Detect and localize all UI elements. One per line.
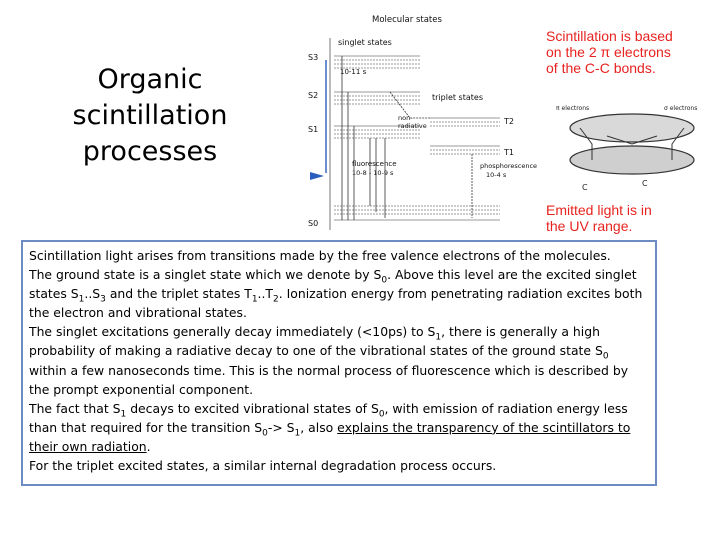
s0-label: S0 xyxy=(308,219,319,228)
timescale-top: 10-11 s xyxy=(340,68,367,76)
subscript: 1 xyxy=(251,294,258,305)
paragraph-2 xyxy=(29,265,649,322)
fluorescence-label: fluorescence xyxy=(352,160,397,168)
text-run: The fact that S xyxy=(29,400,121,416)
emitted-note xyxy=(546,202,716,234)
diagram-header: Molecular states xyxy=(372,15,442,25)
title-line: Organic xyxy=(97,64,203,95)
phosphorescence-time: 10-4 s xyxy=(486,171,507,179)
text-run: ..S xyxy=(84,286,101,302)
note-line: on the 2 π electrons xyxy=(546,44,671,60)
subscript: 0 xyxy=(602,351,609,362)
triplet-label: triplet states xyxy=(432,93,483,102)
nonradiative-line1: non- xyxy=(398,114,413,122)
lower-orbital-lobe xyxy=(570,146,694,174)
s2-label: S2 xyxy=(308,91,319,100)
slide-title xyxy=(40,62,260,170)
t1-label: T1 xyxy=(504,148,514,157)
s3-label: S3 xyxy=(308,53,319,62)
subscript: 2 xyxy=(273,294,279,305)
title-line: scintillation xyxy=(72,100,228,131)
text-run: , there is generally a high probability of making a radiative decay to one of the vibrational states of the ground state S xyxy=(29,324,603,359)
pi-arrow-icon xyxy=(310,172,324,180)
c-left-label: C xyxy=(582,183,588,192)
c-right-label: C xyxy=(642,179,648,188)
paragraph-1: Scintillation light arises from transitions made by the free valence electrons of the molecules. xyxy=(29,248,611,263)
text-run: . Ionization energy from penetrating radiation excites both the electron and vibrational states. xyxy=(29,286,643,321)
subscript: 0 xyxy=(381,275,388,286)
orbital-svg xyxy=(552,98,712,198)
paragraph-4 xyxy=(29,399,649,456)
emitted-line: the UV range. xyxy=(546,218,633,234)
note-line: Scintillation is based xyxy=(546,28,673,44)
s1-label: S1 xyxy=(308,125,319,134)
energy-level-diagram xyxy=(290,8,545,236)
paragraph-5: For the triplet excited states, a similar internal degradation process occurs. xyxy=(29,458,497,474)
triplet-levels xyxy=(430,118,500,154)
text-run: The ground state is a singlet state which we denote by S xyxy=(29,267,382,283)
text-run: within a few nanoseconds time. This is the normal process of fluorescence which is described by the prompt exponential component. xyxy=(29,362,629,397)
text-run: The singlet excitations generally decay immediately (<10ps) to S xyxy=(29,324,436,340)
subscript: 1 xyxy=(435,332,442,343)
fluorescence-time: 10-8 - 10-9 s xyxy=(352,169,394,177)
t2-label: T2 xyxy=(504,117,514,126)
explanation-textbox xyxy=(21,240,657,486)
pi-electrons-label: π electrons xyxy=(556,105,590,112)
subscript: 0 xyxy=(262,428,268,439)
note-line: of the C-C bonds. xyxy=(546,60,656,76)
subscript: 1 xyxy=(294,428,301,439)
phosphorescence-label: phosphorescence xyxy=(480,162,538,170)
title-line: processes xyxy=(82,136,218,167)
text-run: , with emission of radiation energy less than that required for the transition S xyxy=(29,400,628,435)
text-run: and the triplet states T xyxy=(105,286,252,302)
text-run: . xyxy=(146,438,151,454)
benzene-orbital-illustration xyxy=(552,98,712,198)
emitted-line: Emitted light is in xyxy=(546,202,652,218)
text-run: -> S xyxy=(267,419,295,435)
nonradiative-line2: radiative xyxy=(398,122,427,130)
energy-level-svg xyxy=(290,8,545,236)
text-run: decays to excited vibrational states of S xyxy=(126,400,379,416)
subscript: 0 xyxy=(378,409,385,420)
text-run: , also xyxy=(300,419,338,435)
upper-orbital-lobe xyxy=(570,114,694,142)
subscript: 1 xyxy=(78,294,85,305)
text-run: . Above this level are the excited singlet states S xyxy=(29,267,637,302)
underlined-phrase: explains the transparency of the scintillators to their own radiation xyxy=(29,419,631,454)
singlet-label: singlet states xyxy=(338,38,392,47)
paragraph-3 xyxy=(29,322,649,398)
scintillation-note xyxy=(546,28,716,76)
singlet-levels xyxy=(334,56,500,220)
sigma-electrons-label: σ electrons xyxy=(664,105,698,112)
subscript: 3 xyxy=(100,294,106,305)
subscript: 1 xyxy=(120,409,127,420)
text-run: ..T xyxy=(257,286,273,302)
